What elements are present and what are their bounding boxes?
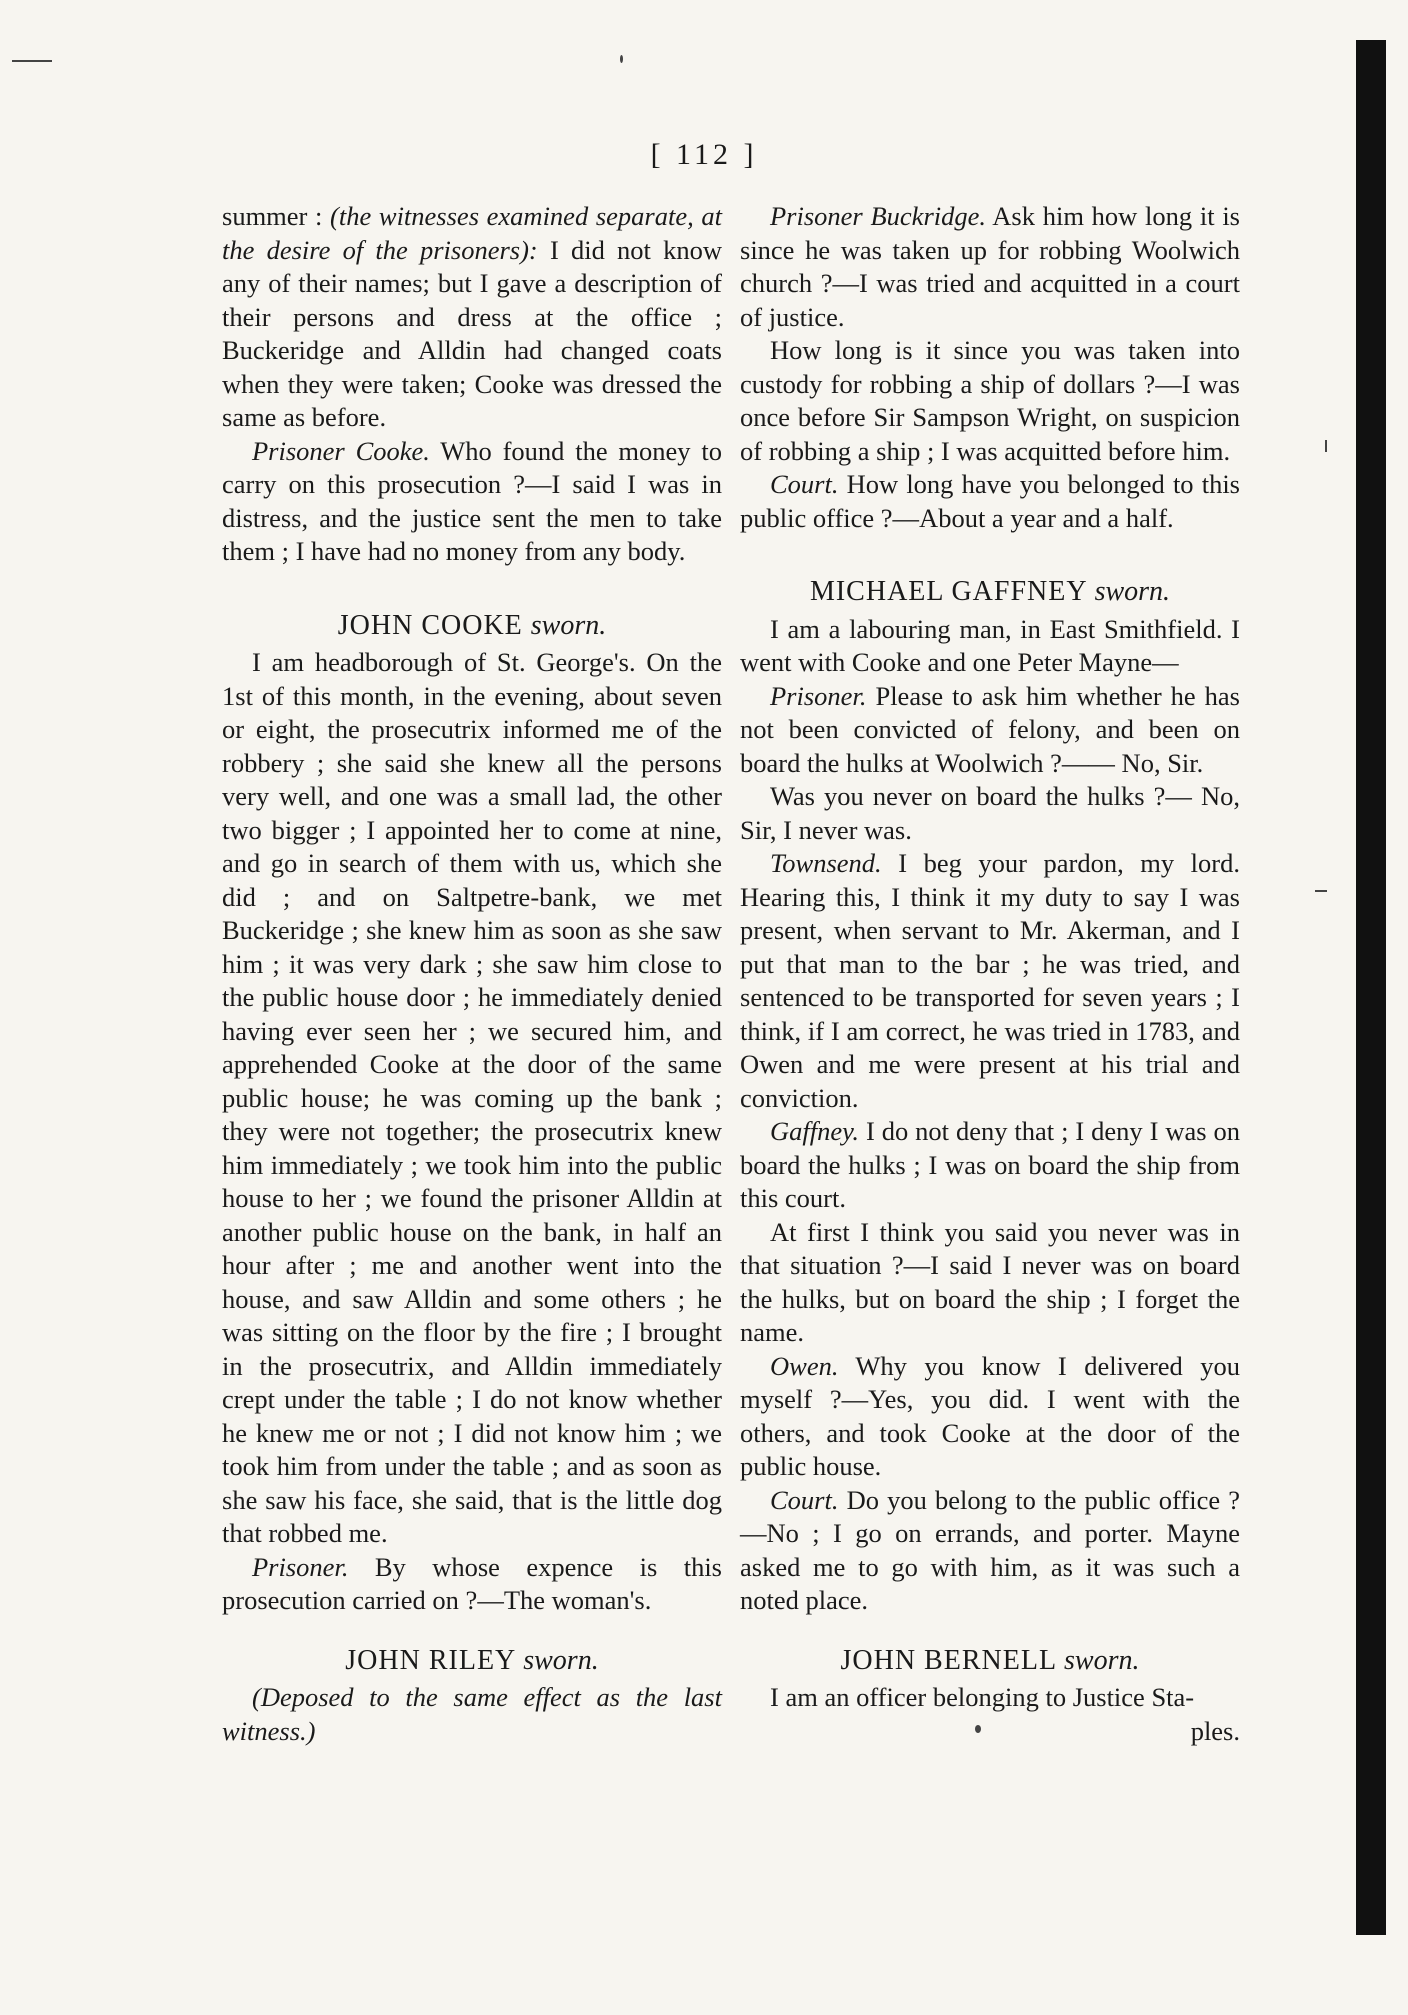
- right-column: [740, 200, 1240, 1748]
- paragraph: Was you never on board the hulks ?— No, Sir, I never was.: [740, 781, 1240, 845]
- witness-heading: JOHN RILEY sworn.: [345, 1644, 599, 1676]
- paragraph: How long is it since you was taken into custody for robbing a ship of dollars ?—I was once before Sir Sampson Wright, on suspicion of robbing a ship ; I was acquitted before him.: [740, 335, 1240, 466]
- paragraph: Prisoner Buckridge. Ask him how long it is since he was taken up for robbing Woolwich church ?—I was tried and acquitted in a court of justice.: [740, 201, 1240, 332]
- paragraph: Prisoner. Please to ask him whether he has not been convicted of felony, and been on board the hulks at Woolwich ?—— No, Sir.: [740, 680, 1240, 778]
- paragraph: I am a labouring man, in East Smithfield. I went with Cooke and one Peter Mayne—: [740, 613, 1240, 677]
- paragraph: At first I think you said you never was in that situation ?—I said I never was on board the hulks, but on board the ship ; I forget the name.: [740, 1216, 1240, 1347]
- paragraph: I am an officer belonging to Justice Sta-: [770, 1682, 1195, 1712]
- scan-speck: [1325, 440, 1327, 452]
- paragraph: Prisoner. By whose expence is this prosecution carried on ?—The woman's.: [222, 1551, 722, 1615]
- paragraph: Court. How long have you belonged to this public office ?—About a year and a half.: [740, 469, 1240, 533]
- paragraph: Court. Do you belong to the public office ?—No ; I go on errands, and porter. Mayne asked me to go with him, as it was such a noted place.: [740, 1484, 1240, 1615]
- paragraph: I am headborough of St. George's. On the 1st of this month, in the evening, about seven or eight, the prosecutrix informed me of the robbery ; she said she knew all the persons very well, and one was a small lad, the other two bigger ; I appointed her to come at nine, and go in search of them with us, which she did ; and on Saltpetre-bank, we met Buckeridge ; she knew him as soon as she saw him ; it was very dark ; she saw him close to the public house door ; he immediately denied having ever seen her ; we secured him, and apprehended Cooke at the door of the same public house; he was coming up the bank ; they were not together; the prosecutrix knew him immediately ; we took him into the public house to her ; we found the prisoner Alldin at another public house on the bank, in half an hour after ; me and another went into the house, and saw Alldin and some others ; he was sitting on the floor by the fire ; I brought in the prosecutrix, and Alldin immediately crept under the table ; I do not know whether he knew me or not ; I did not know him ; we took him from under the table ; and as soon as she saw his face, she said, that is the little dog that robbed me.: [222, 647, 722, 1548]
- scan-speck: [12, 60, 52, 62]
- page-edge-shadow: [1356, 40, 1386, 1935]
- paragraph: (Deposed to the same effect as the last witness.): [222, 1682, 722, 1746]
- paragraph: Townsend. I beg your pardon, my lord. Hearing this, I think it my duty to say I was present, when servant to Mr. Akerman, and I put that man to the bar ; he was tried, and sentenced to be transported for seven years ; I think, if I am correct, he was tried in 1783, and Owen and me were present at his trial and conviction.: [740, 848, 1240, 1113]
- witness-heading: MICHAEL GAFFNEY sworn.: [809, 576, 1171, 607]
- paragraph: Gaffney. I do not deny that ; I deny I was on board the hulks ; I was on board the ship from this court.: [740, 1116, 1240, 1213]
- scan-speck: [1315, 890, 1327, 892]
- page-number: [ 112 ]: [650, 138, 758, 171]
- paragraph: Owen. Why you know I delivered you myself ?—Yes, you did. I went with the others, and took Cooke at the door of the public house.: [740, 1350, 1240, 1481]
- paragraph: Prisoner Cooke. Who found the money to carry on this prosecution ?—I said I was in distress, and the justice sent the men to take them ; I have had no money from any body.: [222, 435, 722, 566]
- scan-speck: [620, 55, 623, 63]
- witness-heading: JOHN COOKE sworn.: [337, 609, 607, 641]
- witness-heading: JOHN BERNELL sworn.: [840, 1644, 1140, 1676]
- left-column: [222, 200, 722, 1748]
- catchword: ples.: [1190, 1715, 1240, 1746]
- paragraph: summer : (the witnesses examined separate, at the desire of the prisoners): I did not know any of their names; but I gave a description of their persons and dress at the office ; Buckeridge and Alldin had changed coats when they were taken; Cooke was dressed the same as before.: [222, 201, 723, 432]
